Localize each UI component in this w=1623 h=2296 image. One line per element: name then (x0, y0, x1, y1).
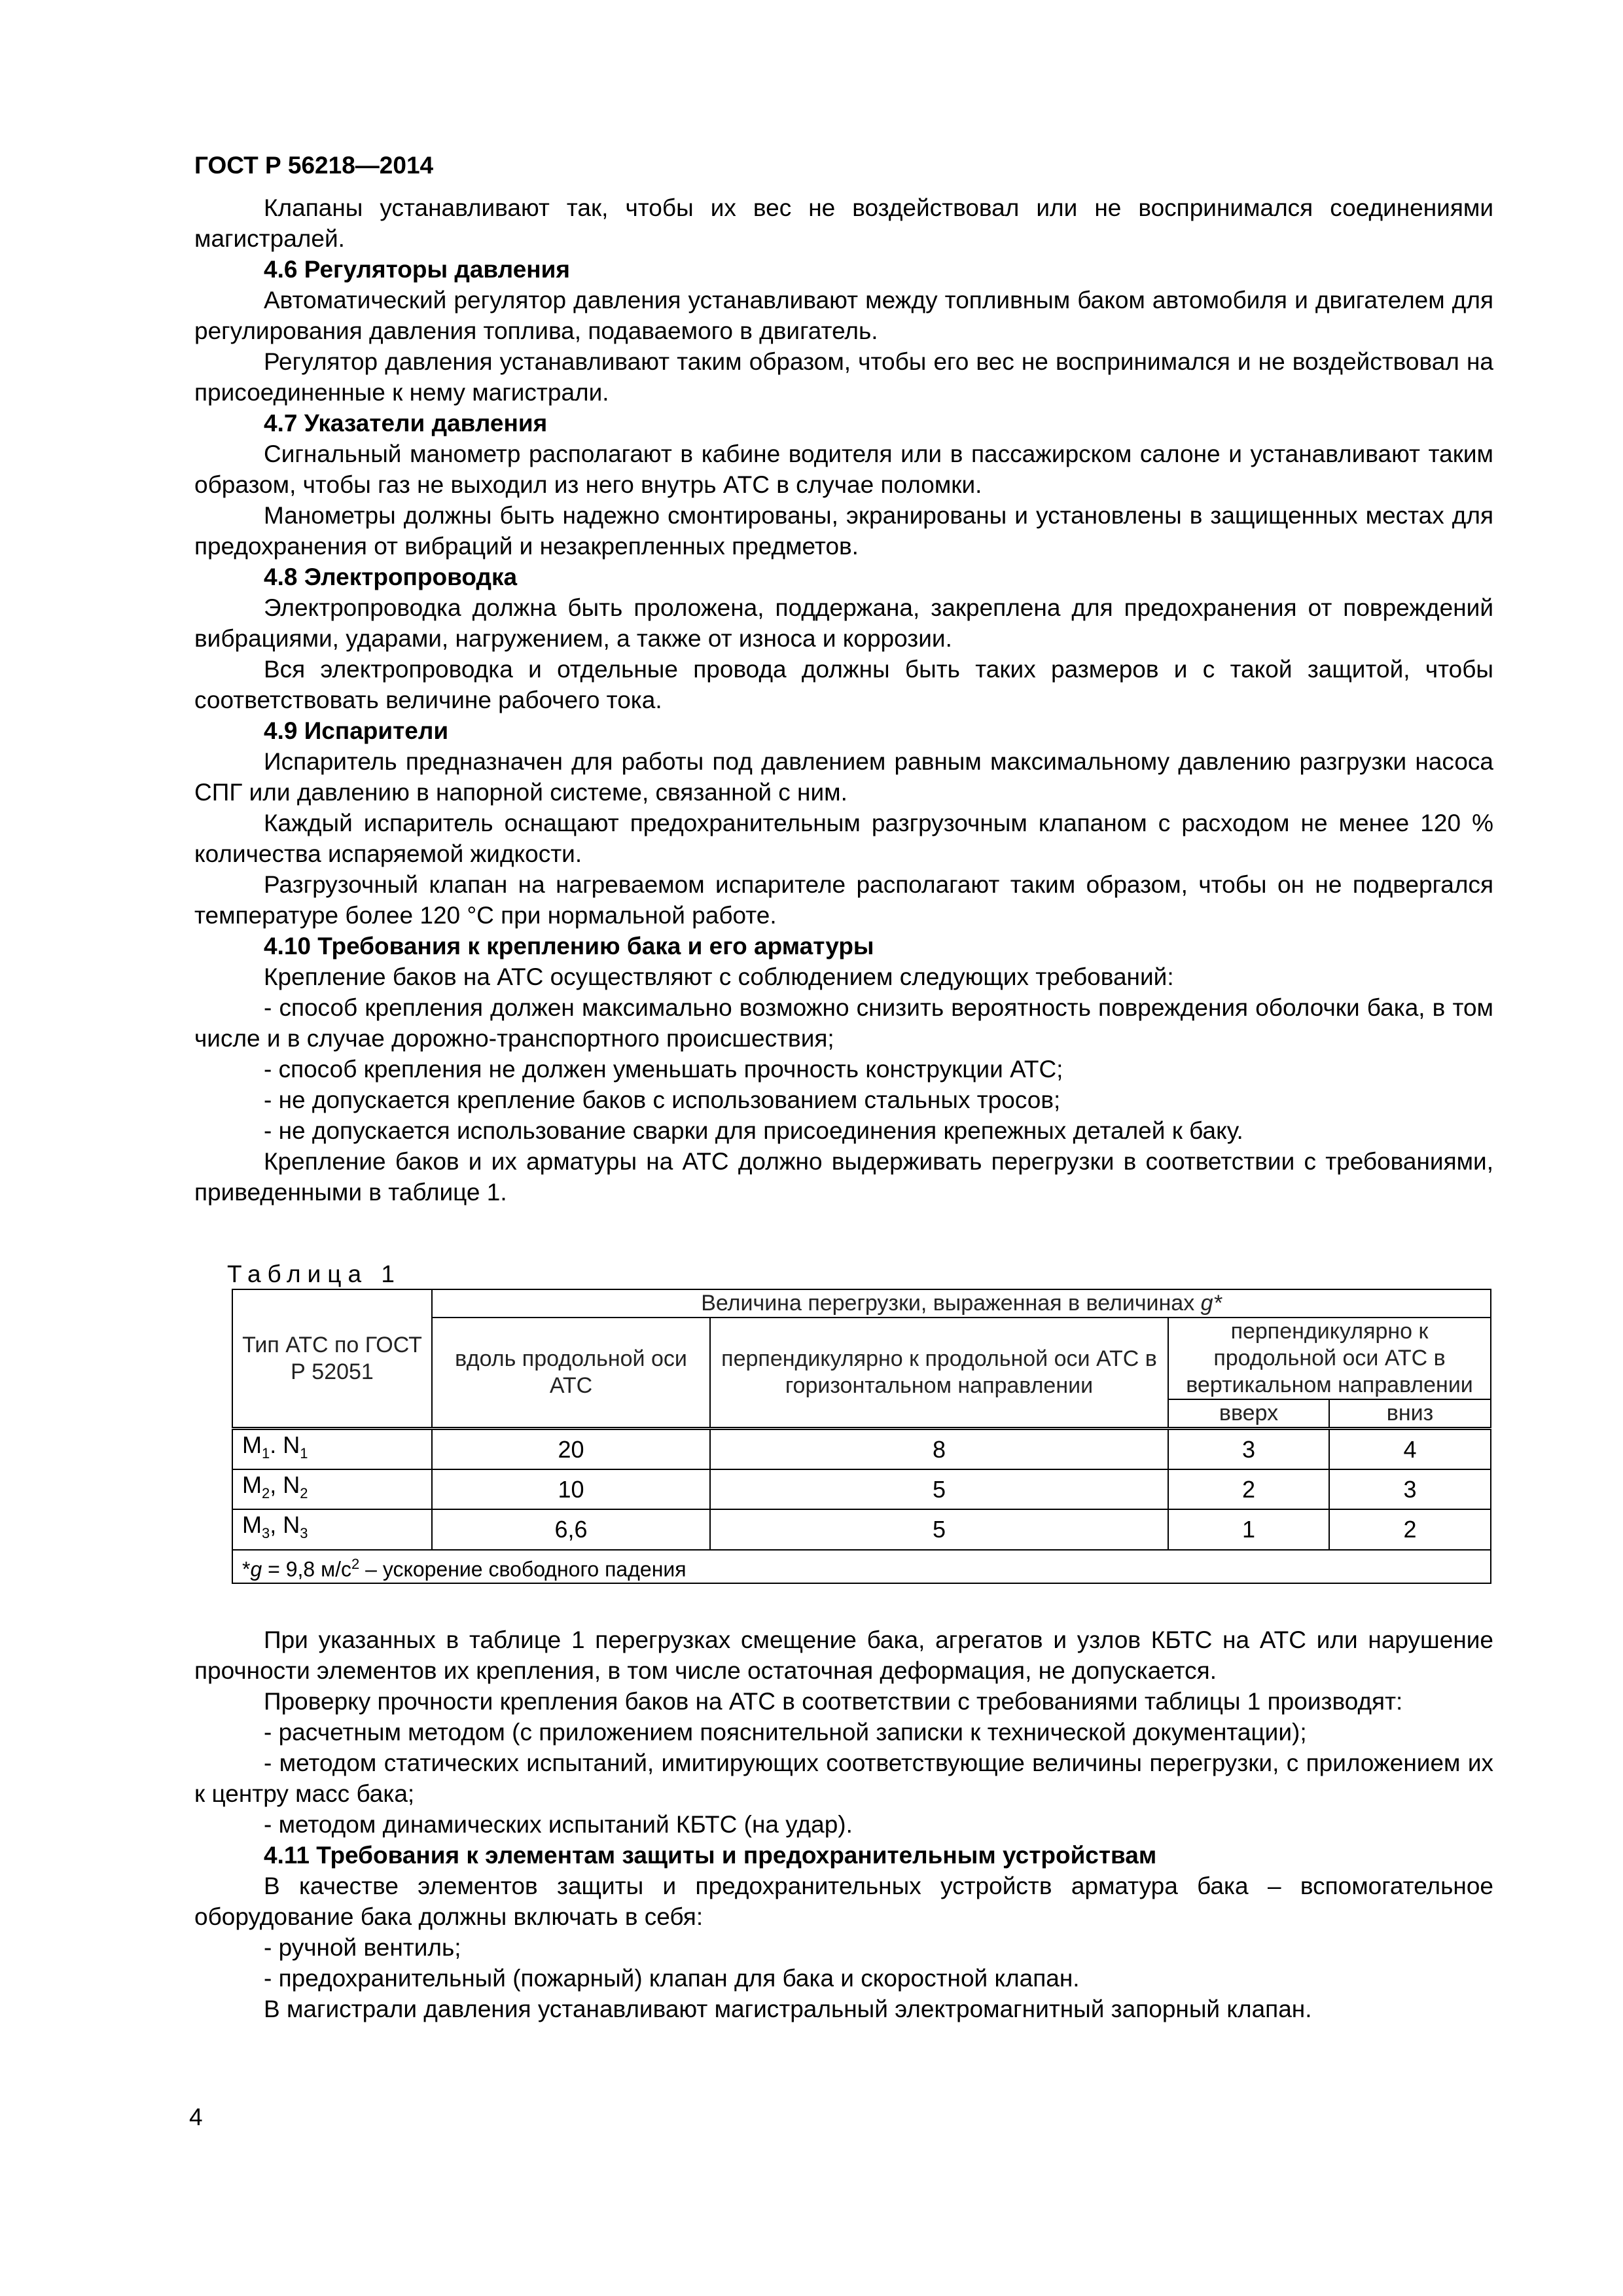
paragraph: - способ крепления должен максимально возможно снизить вероятность повреждения оболочки бака, в том числе и в случае дорожно-транспортного происшествия; (194, 994, 1493, 1052)
body-text-top (194, 192, 1493, 1208)
up-value-cell: 1 (1168, 1509, 1329, 1549)
paragraph: Автоматический регулятор давления устанавливают между топливным баком автомобиля и двигателем для регулирования давления топлива, подаваемого в двигатель. (194, 287, 1493, 344)
table-header-horizontal: перпендикулярно к продольной оси АТС в горизонтальном направлении (710, 1318, 1168, 1429)
paragraph: - ручной вентиль; (264, 1934, 461, 1962)
table-header-down: вниз (1329, 1399, 1491, 1429)
paragraph: В качестве элементов защиты и предохранительных устройств арматура бака – вспомогательное оборудование бака должны включать в себя: (194, 1873, 1493, 1931)
section-heading: 4.11 Требования к элементам защиты и предохранительным устройствам (264, 1842, 1157, 1869)
horizontal-value-cell: 5 (710, 1469, 1168, 1509)
section-heading: 4.6 Регуляторы давления (264, 256, 570, 283)
up-value-cell: 2 (1168, 1469, 1329, 1509)
table-caption: Таблица 1 (227, 1261, 401, 1287)
paragraph: Вся электропроводка и отдельные провода должны быть таких размеров и с такой защитой, чтобы соответствовать величине рабочего тока. (194, 656, 1493, 713)
paragraph: - не допускается крепление баков с использованием стальных тросов; (264, 1086, 1061, 1113)
paragraph: - методом динамических испытаний КБТС (на удар). (264, 1811, 853, 1839)
section-heading: 4.10 Требования к креплению бака и его арматуры (264, 933, 874, 960)
section-heading: 4.7 Указатели давления (264, 410, 548, 437)
table-body (232, 1429, 1491, 1550)
paragraph: Электропроводка должна быть проложена, поддержана, закреплена для предохранения от повреждений вибрациями, ударами, нагружением, а также от износа и коррозии. (194, 594, 1493, 652)
table-header-vertical: перпендикулярно к продольной оси АТС в вертикальном направлении (1168, 1318, 1491, 1399)
body-text-bottom (194, 1624, 1493, 2024)
horizontal-value-cell: 5 (710, 1509, 1168, 1549)
table-row (232, 1509, 1491, 1549)
paragraph: Каждый испаритель оснащают предохранительным разгрузочным клапаном с расходом не менее 120 % количества испаряемой жидкости. (194, 810, 1493, 867)
down-value-cell: 3 (1329, 1469, 1491, 1509)
paragraph: Крепление баков и их арматуры на АТС должно выдерживать перегрузки в соответствии с требованиями, приведенными в таблице 1. (194, 1148, 1493, 1206)
paragraph: При указанных в таблице 1 перегрузках смещение бака, агрегатов и узлов КБТС на АТС или нарушение прочности элементов их крепления, в том числе остаточная деформация, не допускается. (194, 1626, 1493, 1685)
paragraph: - методом статических испытаний, имитирующих соответствующие величины перегрузки, с приложением их к центру масс бака; (194, 1749, 1493, 1808)
along-value-cell: 10 (432, 1469, 710, 1509)
paragraph: Манометры должны быть надежно смонтированы, экранированы и установлены в защищенных местах для предохранения от вибраций и незакрепленных предметов. (194, 502, 1493, 560)
paragraph: - расчетным методом (с приложением пояснительной записки к технической документации); (264, 1719, 1307, 1746)
down-value-cell: 4 (1329, 1429, 1491, 1470)
paragraph: Испаритель предназначен для работы под давлением равным максимальному давлению разгрузки насоса СПГ или давлению в напорной системе, связанной с ним. (194, 748, 1493, 806)
table-header-up: вверх (1168, 1399, 1329, 1429)
paragraph: Проверку прочности крепления баков на АТС в соответствии с требованиями таблицы 1 производят: (264, 1688, 1403, 1715)
vehicle-type-cell: $M_1$. $N_1$ (232, 1429, 432, 1470)
along-value-cell: 20 (432, 1429, 710, 1470)
paragraph: Сигнальный манометр располагают в кабине водителя или в пассажирском салоне и устанавливают таким образом, чтобы газ не выходил из него внутрь АТС в случае поломки. (194, 440, 1493, 498)
paragraph: - способ крепления не должен уменьшать прочность конструкции АТС; (264, 1056, 1063, 1083)
vehicle-type-cell: $M_3$, $N_3$ (232, 1509, 432, 1549)
paragraph: - предохранительный (пожарный) клапан для бака и скоростной клапан. (264, 1965, 1080, 1992)
vehicle-type-cell: $M_2$, $N_2$ (232, 1469, 432, 1509)
along-value-cell: 6,6 (432, 1509, 710, 1549)
down-value-cell: 2 (1329, 1509, 1491, 1549)
overload-table (232, 1289, 1491, 1584)
document-page (194, 149, 1493, 2024)
paragraph: Крепление баков на АТС осуществляют с соблюдением следующих требований: (264, 963, 1174, 990)
page-number: 4 (189, 2104, 203, 2130)
table-row (232, 1429, 1491, 1470)
paragraph: В магистрали давления устанавливают магистральный электромагнитный запорный клапан. (264, 1996, 1312, 2023)
table-header-along: вдоль продольной оси АТС (432, 1318, 710, 1429)
table-header-group: Величина перегрузки, выраженная в величинах g* (432, 1289, 1491, 1318)
paragraph: Разгрузочный клапан на нагреваемом испарителе располагают таким образом, чтобы он не подвергался температуре более 120 °С при нормальной работе. (194, 871, 1493, 929)
up-value-cell: 3 (1168, 1429, 1329, 1470)
section-heading: 4.8 Электропроводка (264, 564, 518, 590)
table-note: *g = 9,8 $м/с^2$ – ускорение свободного падения (232, 1550, 1491, 1584)
table-header-type: Тип АТС по ГОСТ Р 52051 (232, 1289, 432, 1429)
paragraph: - не допускается использование сварки для присоединения крепежных деталей к баку. (264, 1117, 1243, 1144)
horizontal-value-cell: 8 (710, 1429, 1168, 1470)
paragraph: Регулятор давления устанавливают таким образом, чтобы его вес не воспринимался и не воздействовал на присоединенные к нему магистрали. (194, 348, 1493, 406)
table-row (232, 1469, 1491, 1509)
section-heading: 4.9 Испарители (264, 717, 449, 744)
document-header: ГОСТ Р 56218—2014 (194, 152, 434, 179)
paragraph: Клапаны устанавливают так, чтобы их вес не воздействовал или не воспринимался соединениями магистралей. (194, 194, 1493, 252)
